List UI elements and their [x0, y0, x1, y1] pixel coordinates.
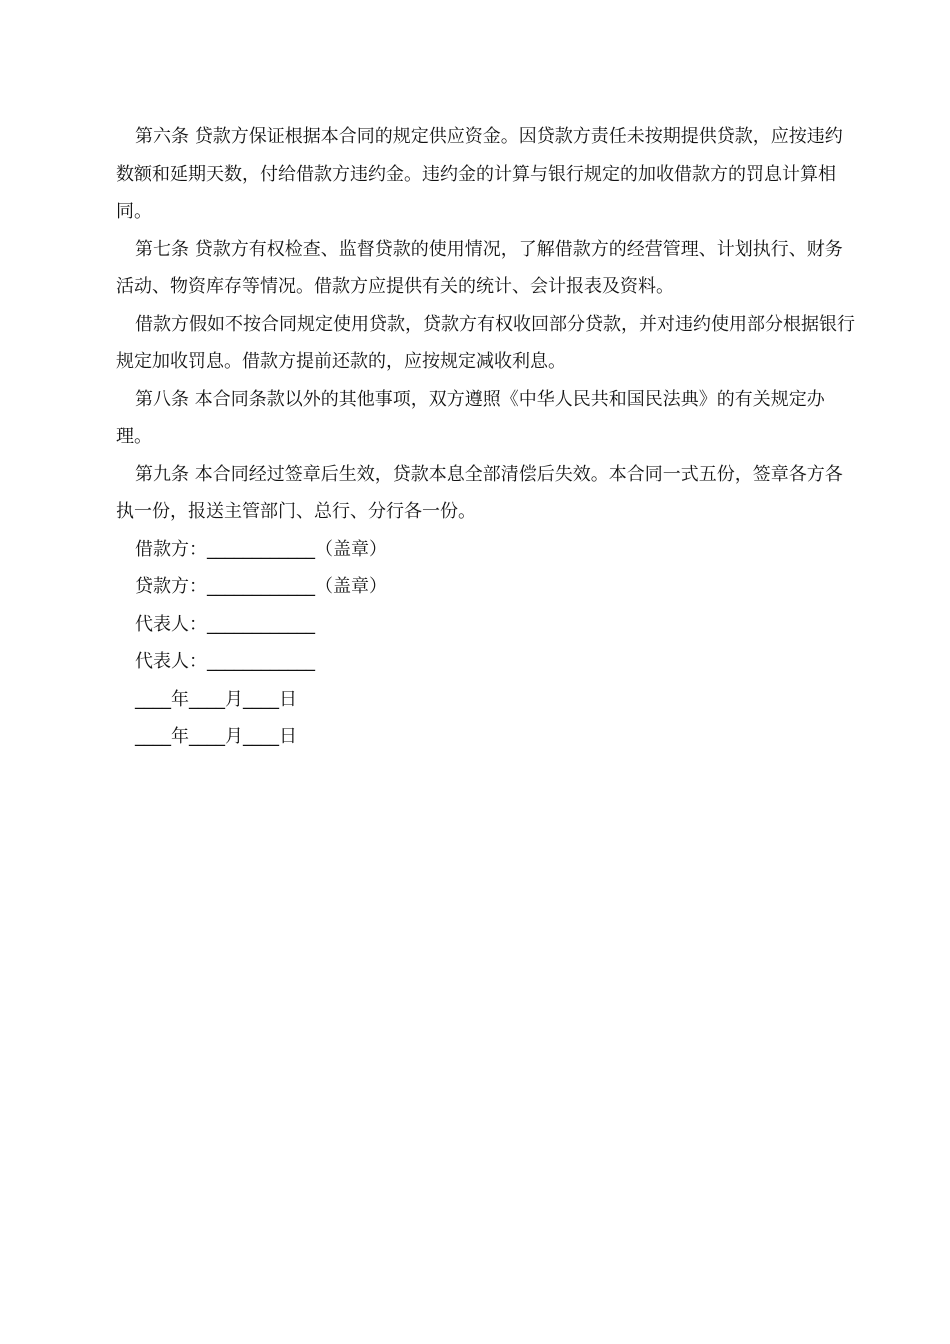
clause-9: 第九条 本合同经过签章后生效，贷款本息全部清偿后失效。本合同一式五份，签章各方各执一份，报送主管部门、总行、分行各一份。 — [116, 463, 843, 522]
representative-line-2: 代表人：____________ — [135, 651, 315, 672]
clause-8: 第八条 本合同条款以外的其他事项，双方遵照《中华人民共和国民法典》的有关规定办理。 — [116, 388, 825, 447]
signature-block — [116, 531, 856, 756]
borrower-signature-line: 借款方：____________（盖章） — [135, 538, 387, 560]
representative-line-1: 代表人：____________ — [135, 613, 315, 635]
clause-6: 第六条 贷款方保证根据本合同的规定供应资金。因贷款方责任未按期提供贷款，应按违约数额和延期天数，付给借款方违约金。违约金的计算与银行规定的加收借款方的罚息计算相同。 — [116, 126, 843, 222]
clause-7-continuation: 借款方假如不按合同规定使用贷款，贷款方有权收回部分贷款，并对违约使用部分根据银行规定加收罚息。借款方提前还款的，应按规定减收利息。 — [116, 313, 855, 372]
clause-7: 第七条 贷款方有权检查、监督贷款的使用情况，了解借款方的经营管理、计划执行、财务活动、物资库存等情况。借款方应提供有关的统计、会计报表及资料。 — [116, 238, 843, 297]
date-line-1: ____年____月____日 — [135, 688, 297, 710]
document-page — [116, 118, 856, 756]
date-line-2: ____年____月____日 — [135, 726, 297, 747]
lender-signature-line: 贷款方：____________（盖章） — [135, 576, 387, 597]
